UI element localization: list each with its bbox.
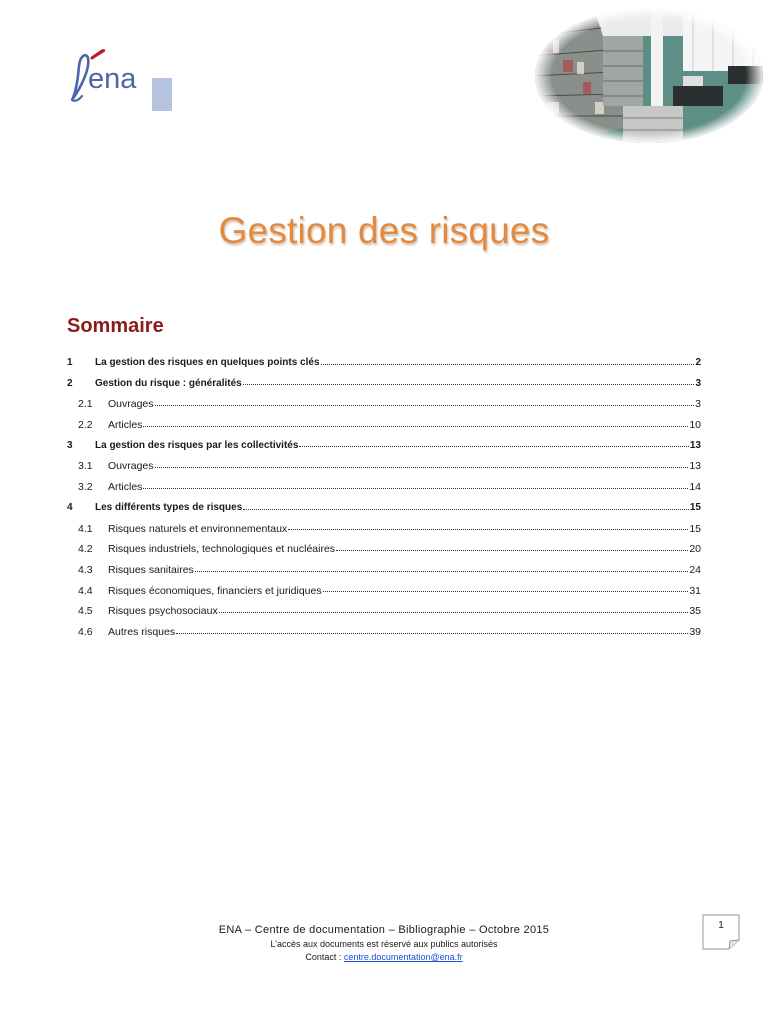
toc-dot-leader [195,570,689,572]
toc-entry[interactable] [67,622,701,643]
footer-contact-label: Contact : [305,952,344,962]
toc-entry-page: 31 [689,584,701,597]
toc-entry[interactable] [67,519,701,540]
table-of-contents [67,353,701,643]
toc-entry-page: 15 [689,501,701,513]
contact-email-link[interactable]: centre.documentation@ena.fr [343,952,463,962]
toc-entry-label: Autres risques [108,625,176,638]
toc-entry-label: Ouvrages [108,398,154,411]
toc-entry-label: La gestion des risques en quelques points clés [95,357,320,368]
toc-heading: Sommaire [67,315,164,337]
toc-entry[interactable] [67,539,701,560]
toc-entry-page: 35 [689,605,701,618]
toc-entry-label: Risques psychosociaux [108,605,218,618]
toc-entry-page: 39 [689,625,701,638]
toc-entry-label: Gestion du risque : généralités [95,377,242,389]
toc-entry[interactable] [67,353,701,374]
ena-logo [66,48,176,118]
footer-contact [0,952,768,962]
toc-dot-leader [155,466,689,468]
toc-entry-number: 3.2 [78,481,93,494]
toc-entry-number: 4.6 [78,625,93,638]
toc-entry-label: Articles [108,419,143,432]
toc-entry-page: 14 [689,481,701,494]
toc-entry-label: Les différents types de risques [95,501,243,513]
page-number: 1 [718,920,724,931]
toc-entry[interactable] [67,498,701,519]
toc-dot-leader [176,632,688,634]
toc-entry-label: Articles [108,481,143,494]
toc-entry-number: 1 [67,357,73,368]
toc-entry[interactable] [67,415,701,436]
toc-entry-label: Risques sanitaires [108,563,194,576]
toc-dot-leader [336,549,688,551]
toc-entry-label: Risques industriels, technologiques et nucléaires [108,543,336,556]
toc-entry[interactable] [67,394,701,415]
toc-dot-leader [243,508,689,510]
toc-entry-page: 3 [695,377,701,389]
toc-entry-number: 4.2 [78,543,93,556]
toc-dot-leader [143,487,688,489]
toc-entry-number: 4.1 [78,522,93,535]
toc-entry-number: 2 [67,377,73,389]
toc-entry[interactable] [67,477,701,498]
toc-entry-number: 2.1 [78,398,93,411]
toc-dot-leader [219,611,689,613]
toc-entry-page: 3 [695,398,701,411]
toc-entry-page: 20 [689,543,701,556]
toc-entry-page: 24 [689,563,701,576]
document-title: Gestion des risques [218,210,550,251]
library-reading-room-photo [533,6,765,146]
toc-entry-number: 3.1 [78,460,93,473]
toc-entry-number: 2.2 [78,419,93,432]
toc-entry-page: 13 [689,439,701,451]
toc-entry-label: Ouvrages [108,460,154,473]
toc-entry-page: 2 [695,357,701,368]
toc-entry[interactable] [67,456,701,477]
toc-entry-page: 13 [689,460,701,473]
footer-access-notice: L’accès aux documents est réservé aux publics autorisés [270,939,498,949]
footer-title: ENA – Centre de documentation – Bibliographie – Octobre 2015 [218,924,550,936]
toc-dot-leader [288,528,688,530]
toc-dot-leader [321,363,695,365]
toc-entry[interactable] [67,560,701,581]
toc-entry-label: La gestion des risques par les collectivités [95,439,299,451]
svg-text:ena: ena [88,63,137,95]
toc-entry-number: 4.4 [78,584,93,597]
toc-dot-leader [155,404,695,406]
toc-entry[interactable] [67,436,701,457]
toc-entry-page: 10 [689,419,701,432]
toc-dot-leader [299,445,688,447]
toc-entry[interactable] [67,601,701,622]
toc-entry-label: Risques économiques, financiers et juridiques [108,584,322,597]
toc-entry-label: Risques naturels et environnementaux [108,522,288,535]
ena-logo-graphic [66,48,176,118]
toc-entry-number: 4.3 [78,563,93,576]
toc-entry-number: 4 [67,501,73,513]
toc-dot-leader [143,425,688,427]
toc-entry[interactable] [67,374,701,395]
toc-dot-leader [243,383,695,385]
toc-entry-page: 15 [689,522,701,535]
toc-dot-leader [323,590,689,592]
toc-entry[interactable] [67,581,701,602]
toc-entry-number: 4.5 [78,605,93,618]
toc-entry-number: 3 [67,439,73,451]
page-number-box [702,914,740,950]
